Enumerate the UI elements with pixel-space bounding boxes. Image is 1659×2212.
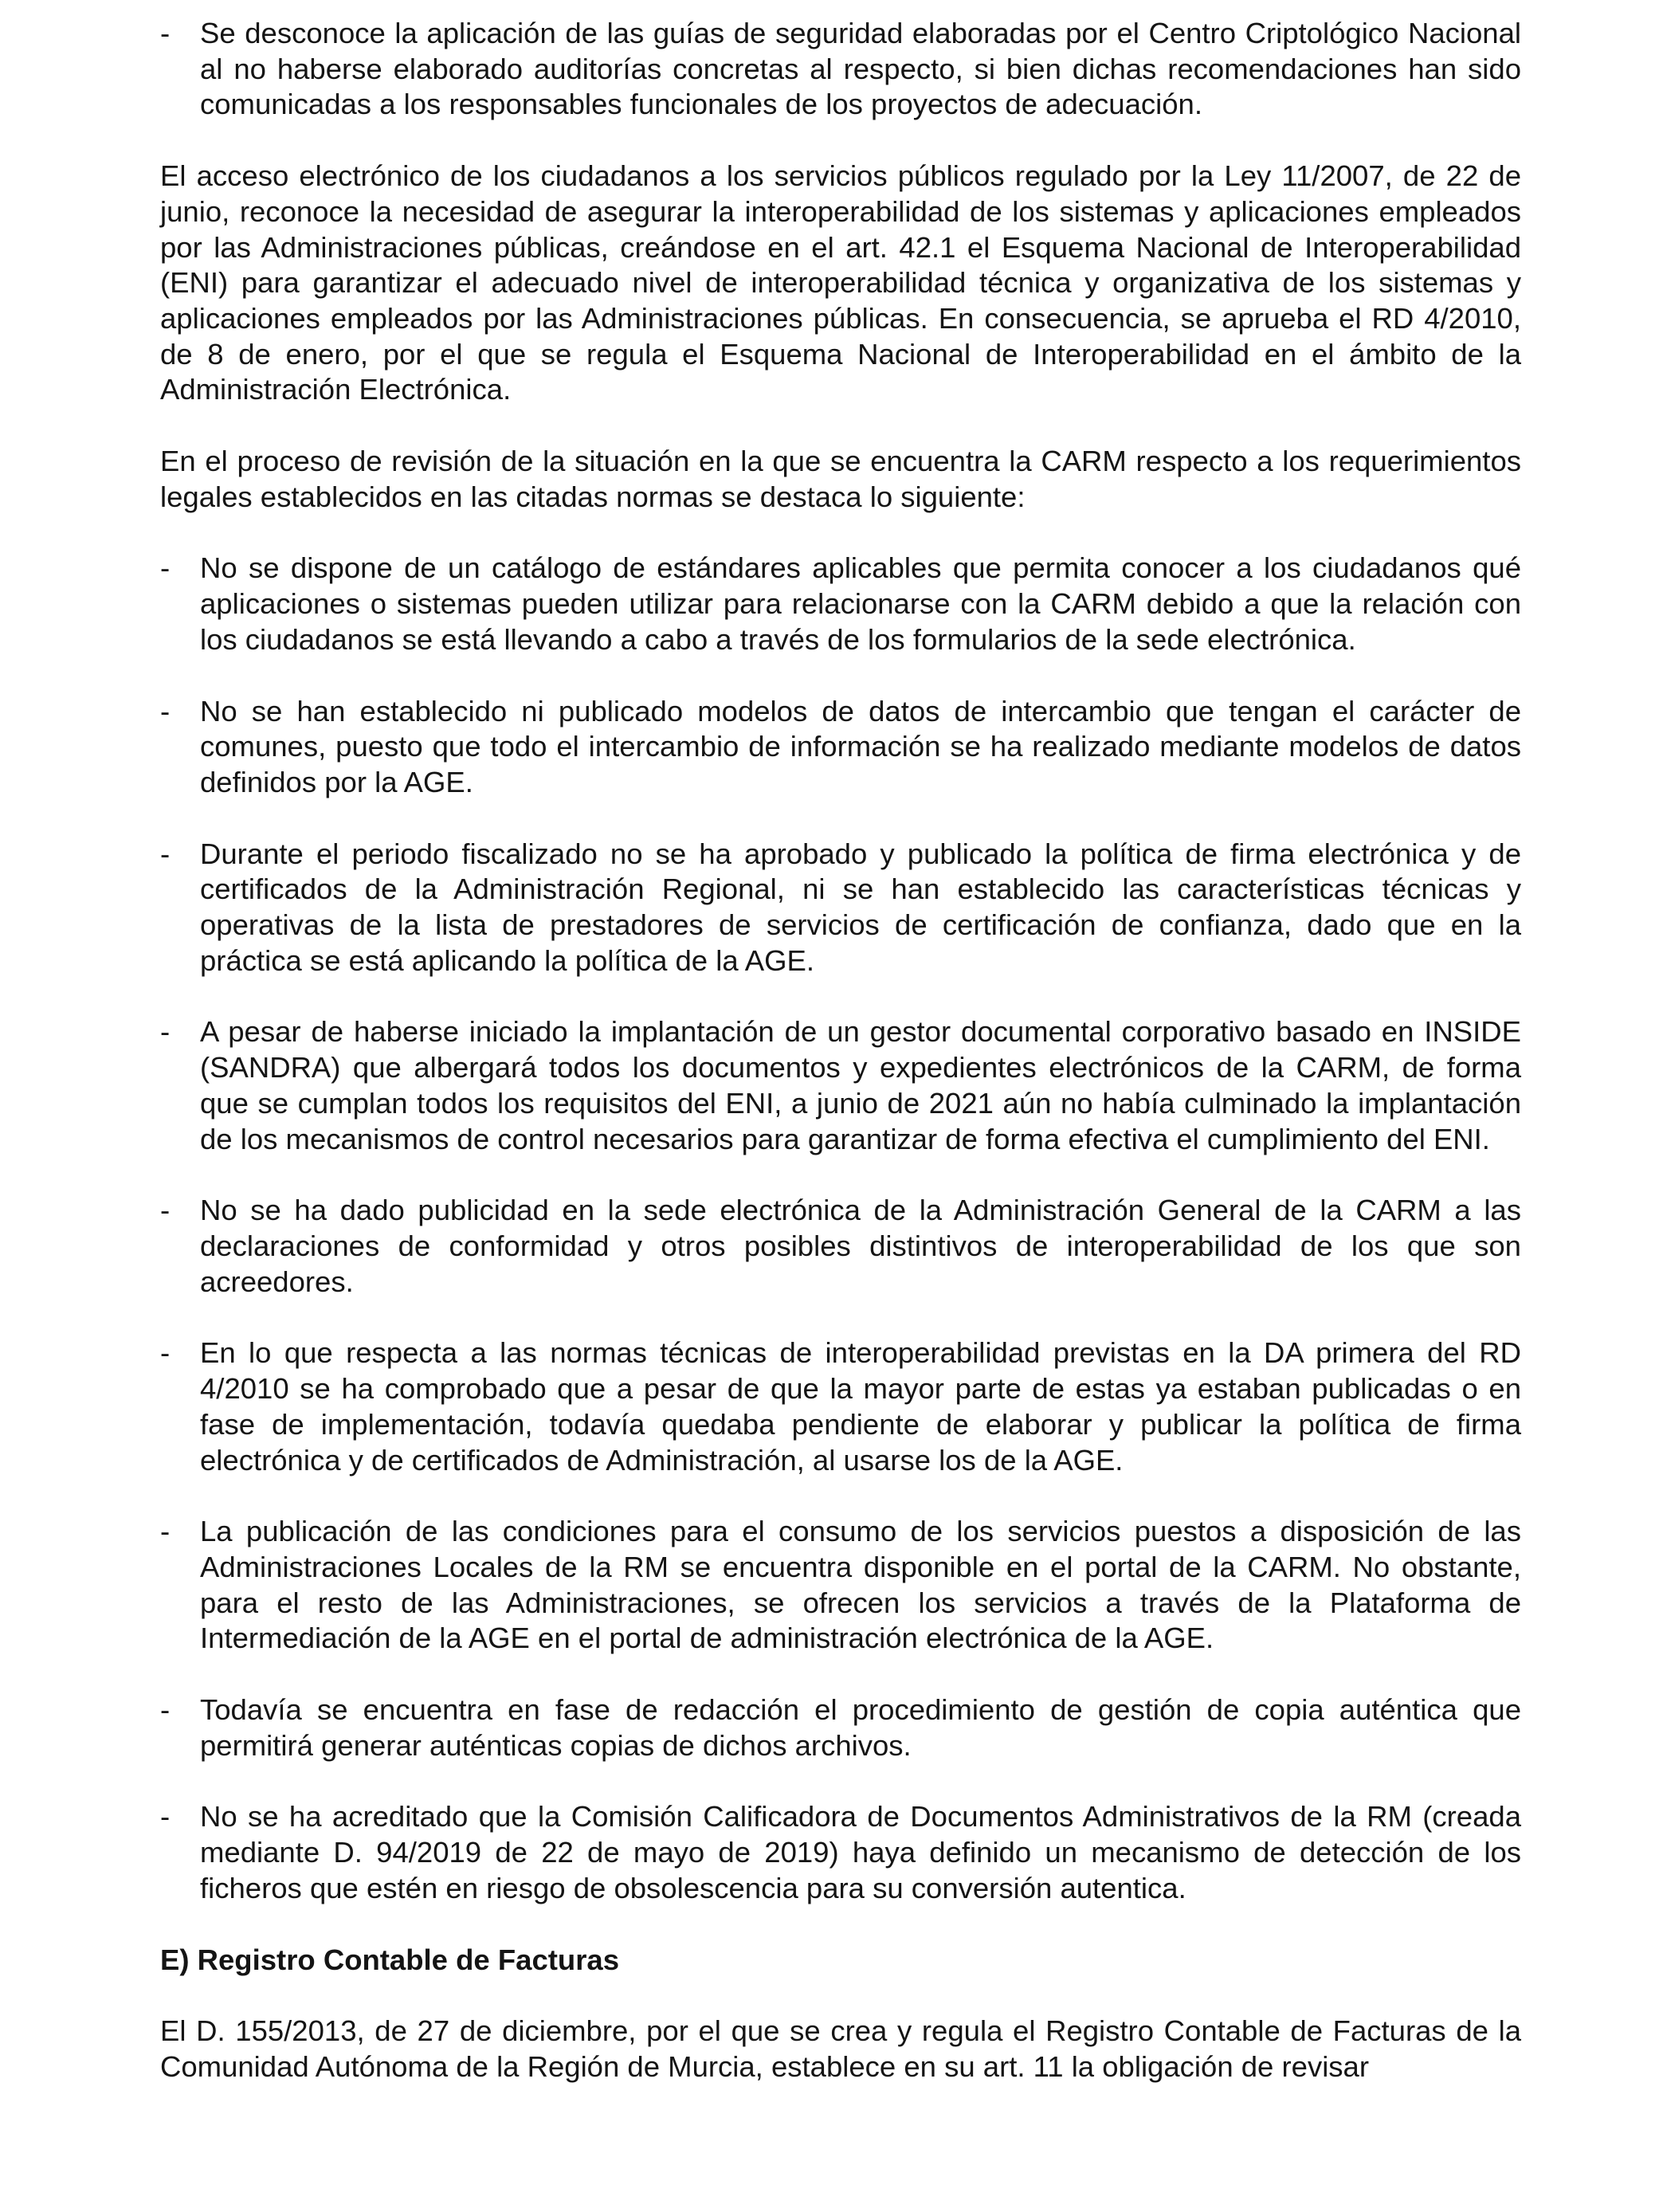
bullet-dash: - [160,1693,171,1727]
findings-list [160,551,1521,1906]
bullet-dash: - [160,694,171,728]
list-item [160,1014,1521,1157]
list-item [160,1692,1521,1763]
bullet-dash: - [160,1515,171,1548]
bullet-dash: - [160,1194,171,1227]
bullet-text: No se ha acreditado que la Comisión Calificadora de Documentos Administrativos de la RM (creada mediante D. 94/2019 de 22 de mayo de 2019) haya definido un mecanismo de detección de los ficheros que estén en riesgo de obsolescencia para su conversión autentica. [200,1800,1521,1904]
bullet-text: Durante el periodo fiscalizado no se ha aprobado y publicado la política de firma electrónica y de certificados de la Administración Regional, ni se han establecido las características técnicas y operativas de la lista de prestadores de servicios de certificación de confianza, dado que en la práctica se está aplicando la política de la AGE. [200,837,1521,977]
list-item [160,694,1521,801]
bullet-text: No se ha dado publicidad en la sede electrónica de la Administración General de la CARM a las declaraciones de conformidad y otros posibles distintivos de interoperabilidad de los que son acreedores. [200,1194,1521,1298]
list-item [160,1799,1521,1906]
bullet-text: La publicación de las condiciones para el consumo de los servicios puestos a disposición de las Administraciones Locales de la RM se encuentra disponible en el portal de la CARM. No obstante, para el resto de las Administraciones, se ofrecen los servicios a través de la Plataforma de Intermediación de la AGE en el portal de administración electrónica de la AGE. [200,1515,1521,1655]
bullet-dash: - [160,837,171,870]
list-item [160,1335,1521,1478]
intro-bullet [160,16,1521,123]
bullet-dash: - [160,551,171,585]
bullet-text: Todavía se encuentra en fase de redacción el procedimiento de gestión de copia auténtica que permitirá generar auténticas copias de dichos archivos. [200,1693,1521,1762]
list-item [160,1193,1521,1300]
bullet-text: No se han establecido ni publicado modelos de datos de intercambio que tengan el carácter de comunes, puesto que todo el intercambio de información se ha realizado mediante modelos de datos definidos por la AGE. [200,694,1521,798]
section-heading: E) Registro Contable de Facturas [160,1943,619,1976]
bullet-text: En lo que respecta a las normas técnicas de interoperabilidad previstas en la DA primera del RD 4/2010 se ha comprobado que a pesar de que la mayor parte de estas ya estaban publicadas o en fase de implementación, todavía quedaba pendiente de elaborar y publicar la política de firma electrónica y de certificados de Administración, al usarse los de la AGE. [200,1336,1521,1477]
list-item [160,837,1521,979]
document-page [160,16,1521,2121]
bullet-dash: - [160,1800,171,1834]
paragraph-eni: El acceso electrónico de los ciudadanos a los servicios públicos regulado por la Ley 11/2007, de 22 de junio, reconoce la necesidad de asegurar la interoperabilidad de los sistemas y aplicaciones empleados por las Administraciones públicas, creándose en el art. 42.1 el Esquema Nacional de Interoperabilidad (ENI) para garantizar el adecuado nivel de interoperabilidad técnica y organizativa de los sistemas y aplicaciones empleados por las Administraciones públicas. En consecuencia, se aprueba el RD 4/2010, de 8 de enero, por el que se regula el Esquema Nacional de Interoperabilidad en el ámbito de la Administración Electrónica. [160,159,1521,406]
bullet-text: No se dispone de un catálogo de estándares aplicables que permita conocer a los ciudadanos qué aplicaciones o sistemas pueden utilizar para relacionarse con la CARM debido a que la relación con los ciudadanos se está llevando a cabo a través de los formularios de la sede electrónica. [200,551,1521,656]
paragraph-review: En el proceso de revisión de la situación en la que se encuentra la CARM respecto a los requerimientos legales establecidos en las citadas normas se destaca lo siguiente: [160,445,1521,513]
bullet-text: A pesar de haberse iniciado la implantación de un gestor documental corporativo basado en INSIDE (SANDRA) que albergará todos los documentos y expedientes electrónicos de la CARM, de forma que se cumplan todos los requisitos del ENI, a junio de 2021 aún no había culminado la implantación de los mecanismos de control necesarios para garantizar de forma efectiva el cumplimiento del ENI. [200,1015,1521,1155]
bullet-dash: - [160,17,171,49]
list-item [160,551,1521,657]
paragraph-registro: El D. 155/2013, de 27 de diciembre, por el que se crea y regula el Registro Contable de Facturas de la Comunidad Autónoma de la Región de Murcia, establece en su art. 11 la obligación de revisar [160,2014,1521,2083]
list-item [160,1514,1521,1657]
bullet-dash: - [160,1336,171,1370]
bullet-text: Se desconoce la aplicación de las guías de seguridad elaboradas por el Centro Criptológico Nacional al no haberse elaborado auditorías concretas al respecto, si bien dichas recomendaciones han sido comunicadas a los responsables funcionales de los proyectos de adecuación. [200,17,1521,121]
bullet-dash: - [160,1015,171,1049]
